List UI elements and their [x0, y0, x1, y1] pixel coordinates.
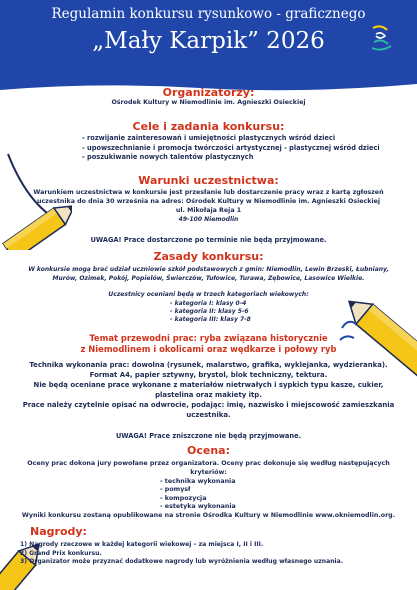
conditions-line: uczestnika do dnia 30 września na adres: Ośrodek Kultury w Niemodlinie im. Agnieszki Osieckiej [36, 198, 381, 205]
criteria-item: - kompozycja [160, 494, 207, 502]
categories-intro: Uczestnicy oceniani będą w trzech kategoriach wiekowych: [108, 291, 309, 298]
goal-item: - upowszechnianie i promocja twórczości artystycznej - plastycznej wśród dzieci [82, 143, 380, 152]
technique-warning: UWAGA! Prace zniszczone nie będą przyjmowane. [115, 432, 302, 440]
conditions-line: Warunkiem uczestnictwa w konkursie jest przesłanie lub dostarczenie pracy wraz z kartą zgłoszeń [33, 189, 384, 196]
criteria-list [160, 478, 340, 511]
criteria-item: - estetyka wykonania [160, 502, 236, 510]
evaluation-line: kryteriów: [190, 469, 227, 476]
theme-line: z Niemodlinem i okolicami oraz wędkarze i połowy ryb [80, 344, 337, 354]
goal-item: - rozwijanie zainteresowań i umiejętności plastycznych wśród dzieci [82, 134, 336, 142]
technique-line: plastelina oraz makiety itp. [155, 391, 262, 399]
evaluation-line: Oceny prac dokona jury powołane przez organizatora. Oceny prac dokonuje się według następujących [27, 460, 390, 467]
goal-item: - poszukiwanie nowych talentów plastycznych [82, 153, 254, 161]
technique-line: Nie będą oceniane prace wykonane z materiałów nietrwałych i sypkich typu kasze, cukier, [33, 381, 384, 389]
prize-item: 2) Grand Prix konkursu. [20, 549, 102, 557]
organizers-heading: Organizatorzy: [162, 86, 255, 99]
rules-line: Murów, Ozimek, Pokój, Popielów, Świerczów, Tułowice, Turawa, Zębowice, Lasowice Wielkie. [52, 275, 365, 282]
rules-line: W konkursie mogą brać udział uczniowie szkół podstawowych z gmin: Niemodlin, Lewin Brzeski, Łubniany, [28, 266, 389, 273]
prizes-list [20, 541, 380, 567]
categories-list [170, 300, 330, 325]
technique-line: Prace należy czytelnie opisać na odwrocie, podając: imię, nazwisko i miejscowość zamieszkania [22, 401, 395, 409]
technique-line: Format A4, papier sztywny, brystol, blok techniczny, tektura. [89, 371, 328, 379]
organizer-logo-icon [367, 24, 395, 56]
criteria-item: - technika wykonania [160, 478, 236, 485]
technique-line: uczestnika. [186, 411, 231, 419]
prizes-heading: Nagrody: [30, 525, 87, 538]
category-item: - kategoria II: klasy 5-6 [170, 308, 249, 316]
goals-list [82, 134, 382, 163]
goals-heading: Cele i zadania konkursu: [132, 120, 285, 133]
conditions-line: 49-100 Niemodlin [178, 216, 239, 223]
conditions-line: ul. Mikołaja Reja 1 [175, 207, 242, 214]
evaluation-heading: Ocena: [187, 444, 230, 457]
header-subtitle: Regulamin konkursu rysunkowo - graficznego [51, 6, 366, 22]
header-title: „Mały Karpik” 2026 [92, 28, 325, 54]
category-item: - kategoria III: klasy 7-8 [170, 316, 251, 324]
header-banner [0, 0, 417, 84]
technique-line: Technika wykonania prac: dowolna (rysunek, malarstwo, grafika, wyklejanka, wydzieranka). [29, 361, 388, 369]
criteria-item: - pomysł [160, 486, 191, 494]
theme-line: Temat przewodni prac: ryba związana historycznie [89, 333, 328, 343]
rules-heading: Zasady konkursu: [153, 250, 264, 263]
results-info: Wyniki konkursu zostaną opublikowane na stronie Ośrodka Kultury w Niemodlinie www.okniemodlin.org. [21, 512, 396, 519]
conditions-heading: Warunki uczestnictwa: [138, 174, 279, 187]
prize-item: 1) Nagrody rzeczowe w każdej kategorii wiekowej – za miejsca I, II i III. [20, 541, 264, 548]
conditions-warning: UWAGA! Prace dostarczone po terminie nie będą przyjmowane. [90, 236, 327, 244]
prize-item: 3) Organizator może przyznać dodatkowe nagrody lub wyróżnienia według własnego uznania. [20, 558, 344, 566]
category-item: - kategoria I: klasy 0-4 [170, 300, 247, 307]
organizers-text: Ośrodek Kultury w Niemodlinie im. Agnieszki Osieckiej [111, 99, 306, 106]
